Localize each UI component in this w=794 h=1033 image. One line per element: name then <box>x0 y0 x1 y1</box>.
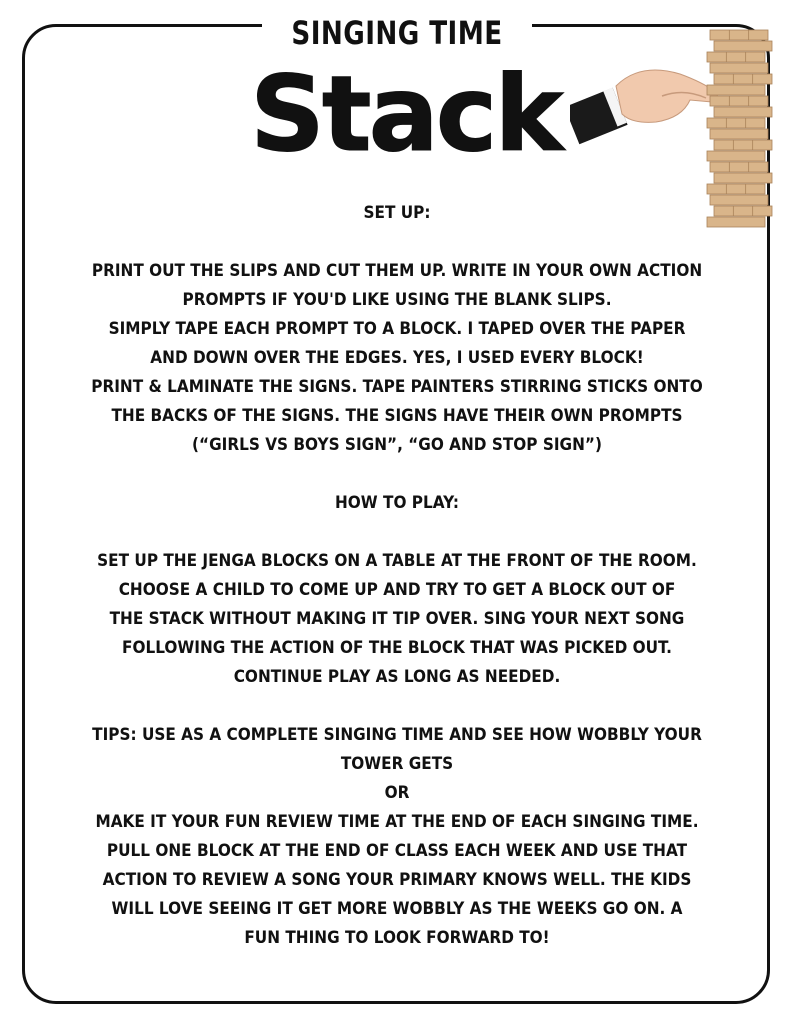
jenga-block <box>707 52 765 62</box>
tips-line: TIPS: USE AS A COMPLETE SINGING TIME AND SEE HOW WOBBLY YOUR <box>92 725 702 745</box>
setup-heading: SET UP: <box>363 203 431 223</box>
setup-line: THE BACKS OF THE SIGNS. THE SIGNS HAVE THEIR OWN PROMPTS <box>111 406 683 426</box>
howto-line: THE STACK WITHOUT MAKING IT TIP OVER. SING YOUR NEXT SONG <box>109 609 685 629</box>
tips-line: TOWER GETS <box>340 754 454 774</box>
setup-line: AND DOWN OVER THE EDGES. YES, I USED EVERY BLOCK! <box>150 348 644 368</box>
jenga-block <box>714 173 772 183</box>
howto-line: FOLLOWING THE ACTION OF THE BLOCK THAT WAS PICKED OUT. <box>122 638 672 658</box>
jenga-block <box>707 118 765 128</box>
page-subtitle: SINGING TIME <box>291 14 503 52</box>
howto-line: SET UP THE JENGA BLOCKS ON A TABLE AT THE FRONT OF THE ROOM. <box>97 551 697 571</box>
jenga-block <box>707 184 765 194</box>
jenga-block <box>710 162 768 172</box>
page-title: Stack <box>250 53 561 175</box>
tips-line: ACTION TO REVIEW A SONG YOUR PRIMARY KNOWS WELL. THE KIDS <box>102 870 692 890</box>
jenga-block <box>707 85 765 95</box>
howto-line: CONTINUE PLAY AS LONG AS NEEDED. <box>233 667 561 687</box>
tips-line: FUN THING TO LOOK FORWARD TO! <box>244 928 550 948</box>
setup-line: PRINT OUT THE SLIPS AND CUT THEM UP. WRITE IN YOUR OWN ACTION <box>91 261 703 281</box>
setup-line: PRINT & LAMINATE THE SIGNS. TAPE PAINTERS STIRRING STICKS ONTO <box>91 377 703 397</box>
jenga-block <box>710 129 768 139</box>
setup-line: PROMPTS IF YOU'D LIKE USING THE BLANK SLIPS. <box>182 290 612 310</box>
tips-line: PULL ONE BLOCK AT THE END OF CLASS EACH WEEK AND USE THAT <box>106 841 688 861</box>
jenga-block <box>710 30 768 40</box>
howto-line: CHOOSE A CHILD TO COME UP AND TRY TO GET A BLOCK OUT OF <box>118 580 676 600</box>
jenga-block <box>714 41 772 51</box>
jenga-block <box>710 63 768 73</box>
jenga-block <box>714 107 772 117</box>
howto-heading: HOW TO PLAY: <box>334 493 460 513</box>
tips-line: WILL LOVE SEEING IT GET MORE WOBBLY AS THE WEEKS GO ON. A <box>111 899 683 919</box>
setup-line: SIMPLY TAPE EACH PROMPT TO A BLOCK. I TAPED OVER THE PAPER <box>108 319 686 339</box>
tips-line: MAKE IT YOUR FUN REVIEW TIME AT THE END OF EACH SINGING TIME. <box>95 812 699 832</box>
setup-section <box>40 199 754 953</box>
jenga-block <box>714 140 772 150</box>
jenga-block <box>710 96 768 106</box>
tips-line: OR <box>384 783 410 803</box>
jenga-block <box>707 151 765 161</box>
setup-line: (“GIRLS VS BOYS SIGN”, “GO AND STOP SIGN”) <box>192 435 602 455</box>
jenga-block <box>714 74 772 84</box>
